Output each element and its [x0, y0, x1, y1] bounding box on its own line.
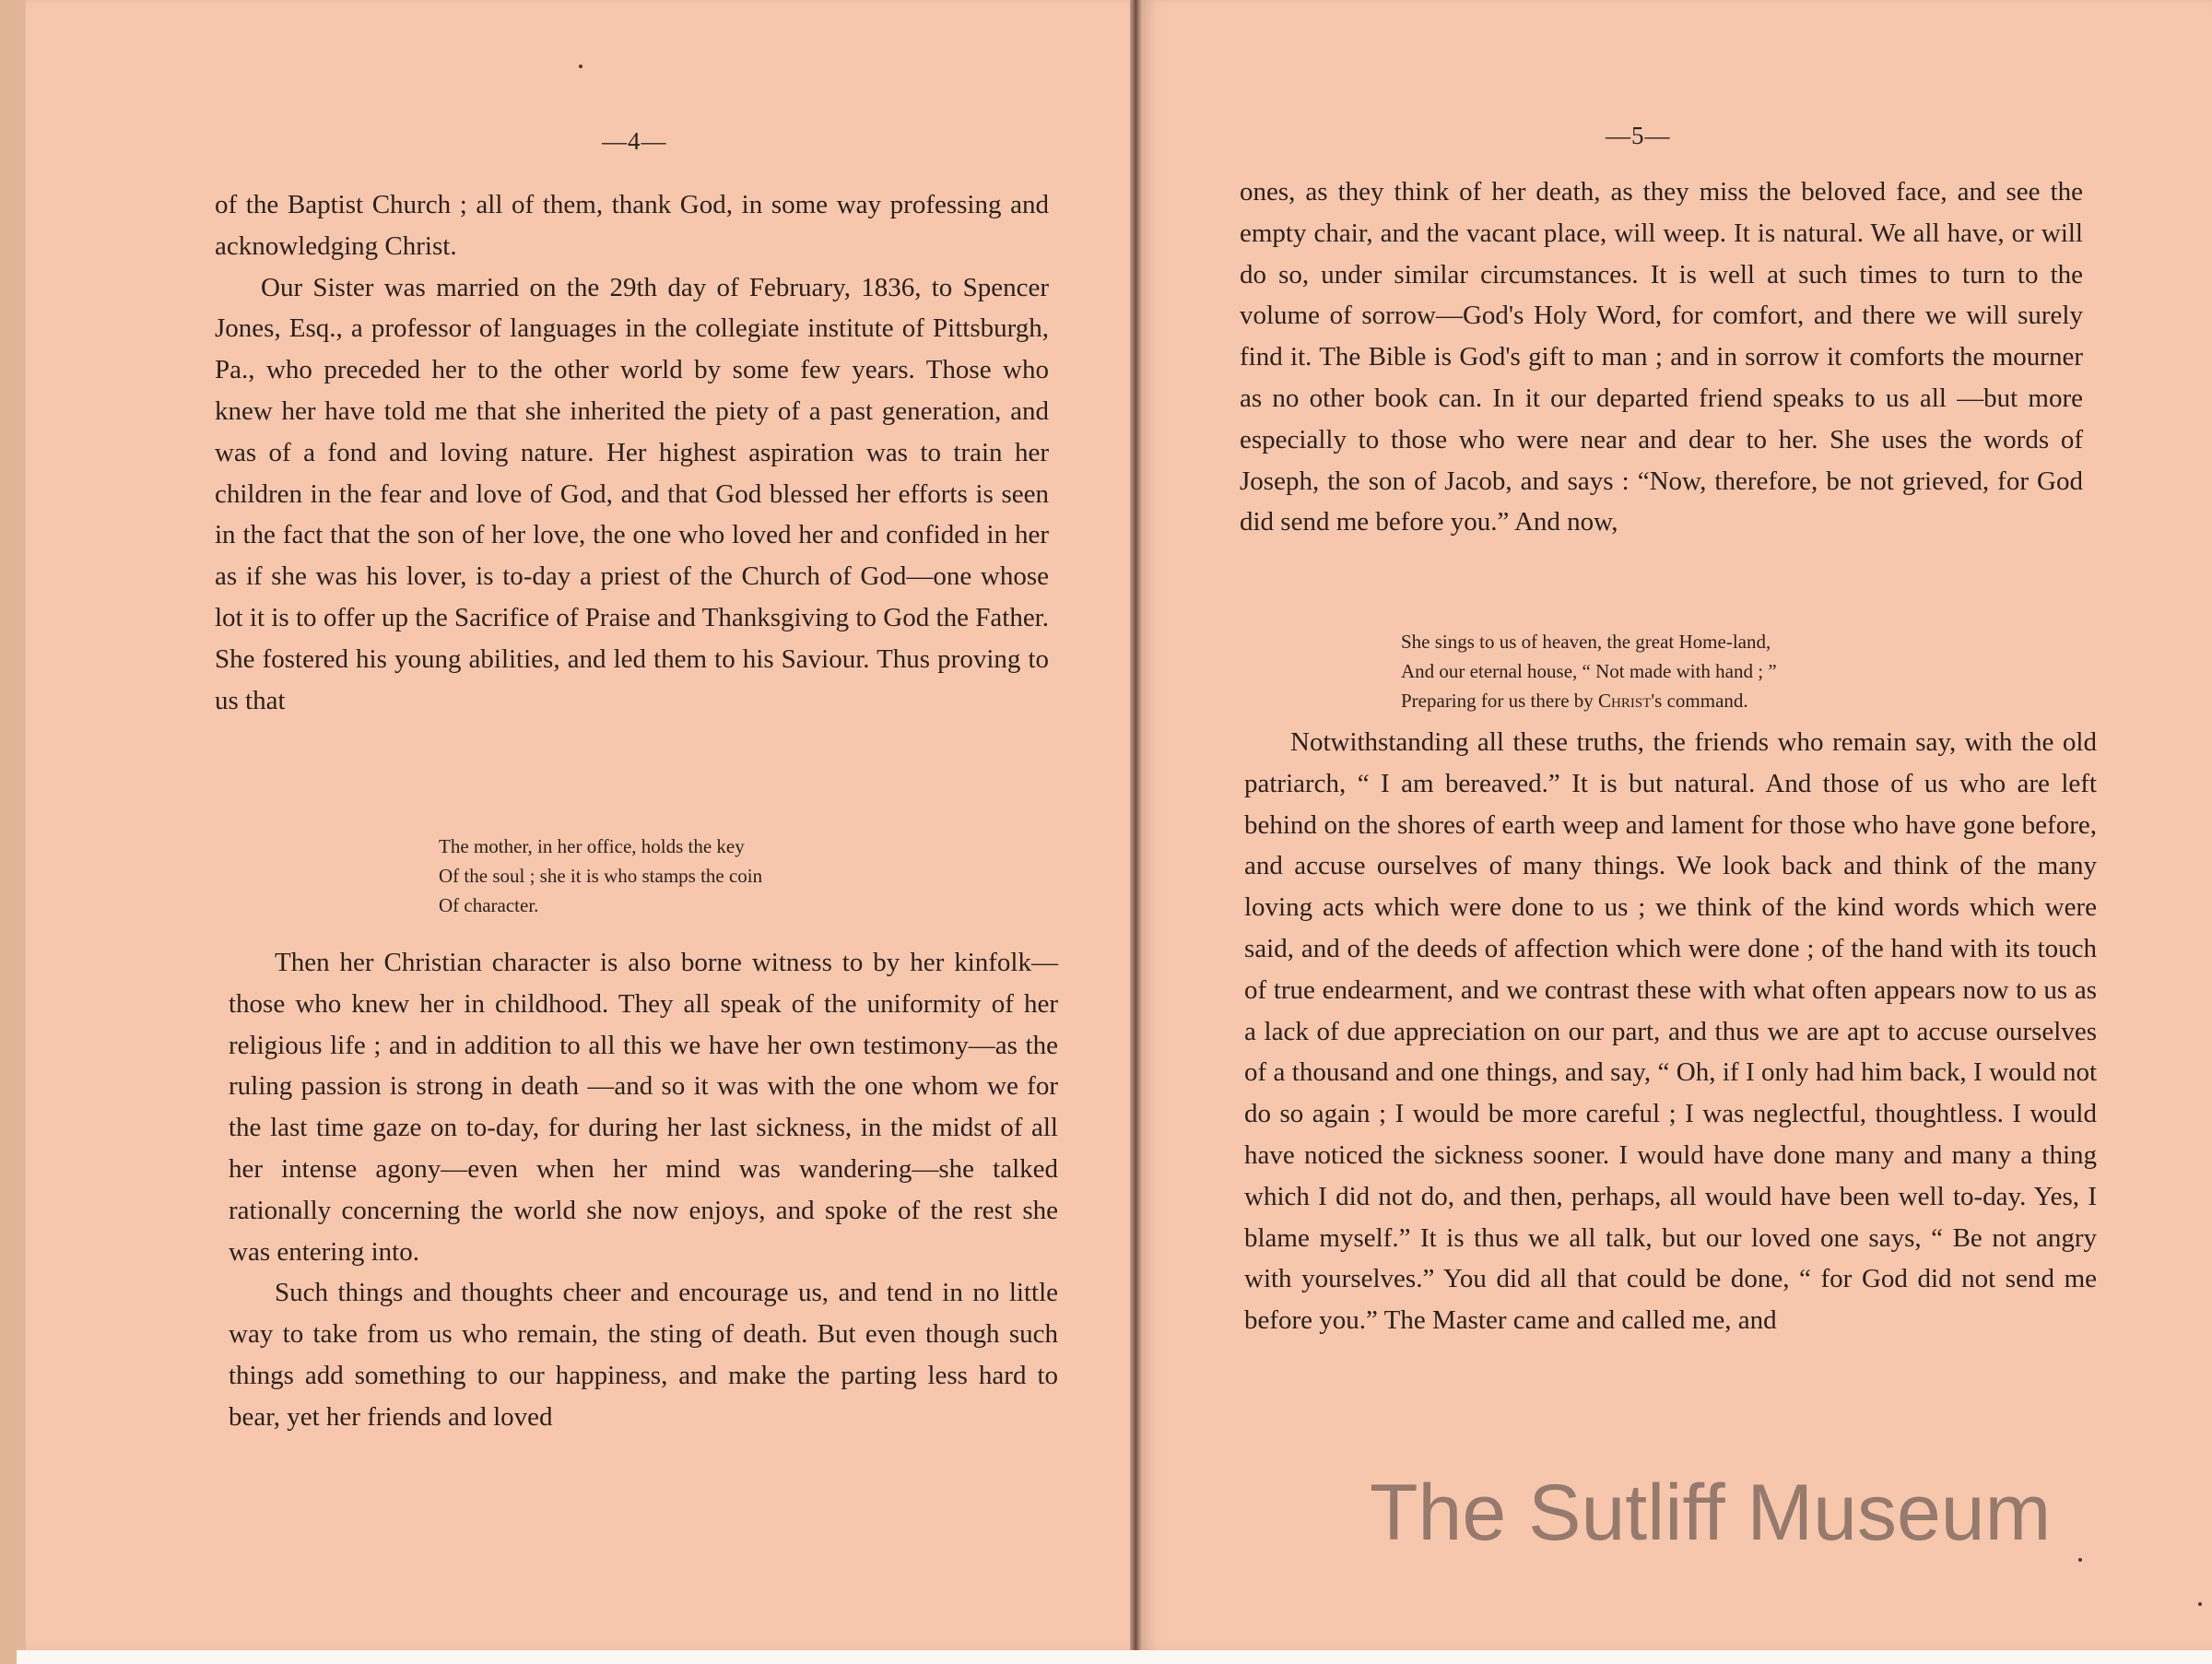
left-paragraph-2: Our Sister was married on the 29th day of February, 1836, to Spencer Jones, Esq., a professor of languages in the collegiate institute of Pittsburgh, Pa., who preceded her to the other world by some few years. Those who knew her have told me that she inherited the piety of a past generation, and was of a fond and loving nature. Her highest aspiration was to train her children in the fear and love of God, and that God blessed her efforts is seen in the fact that the son of her love, the one who loved her and confided in her as if she was his lover, is to-day a priest of the Church of God—one whose lot it is to offer up the Sacrifice of Praise and Thanksgiving to God the Father. She fostered his young abilities, and led them to his Saviour. Thus proving to us that: [215, 272, 1049, 715]
right-paragraph-1: ones, as they think of her death, as they miss the beloved face, and see the empty chair, and the vacant place, will weep. It is natural. We all have, or will do so, under similar circumstances. It is well at such times to turn to the volume of sorrow—God's Holy Word, for comfort, and there we will surely find it. The Bible is God's gift to man ; and in sorrow it comforts the mourner as no other book can. In it our departed friend speaks to us all —but more especially to those who were near and dear to her. She uses the words of Joseph, the son of Jacob, and says : “Now, therefore, be not grieved, for God did send me before you.” And now,: [1240, 177, 2083, 537]
right-body-top: [1240, 171, 2083, 543]
page-number-left: —4—: [602, 127, 667, 155]
paper-speck: [579, 65, 582, 68]
right-verse-line-1: She sings to us of heaven, the great Home-land,: [1401, 631, 1771, 653]
left-verse: [439, 832, 762, 920]
right-page: [1143, 0, 2212, 1650]
left-verse-line-2: Of the soul ; she it is who stamps the coin: [439, 865, 763, 887]
right-verse-line-3: Preparing for us there by Christ's command.: [1401, 690, 1748, 712]
left-page: [17, 0, 1148, 1650]
museum-watermark: The Sutliff Museum: [1370, 1469, 2052, 1557]
book-gutter: [1130, 0, 1143, 1650]
right-verse-line-2: And our eternal house, “ Not made with hand ; ”: [1401, 660, 1777, 682]
left-paragraph-1: of the Baptist Church ; all of them, thank God, in some way professing and acknowledging Christ.: [215, 190, 1049, 261]
left-paragraph-4: Such things and thoughts cheer and encourage us, and tend in no little way to take from us who remain, the sting of death. But even though such things add something to our happiness, and make the parting less hard to bear, yet her friends and loved: [229, 1278, 1058, 1432]
left-paragraph-3: Then her Christian character is also borne witness to by her kinfolk—those who knew her in childhood. They all speak of the uniformity of her religious life ; and in addition to all this we have her own testimony—as the ruling passion is strong in death —and so it was with the one whom we for the last time gaze on to-day, for during her last sickness, in the midst of all her intense agony—even when her mind was wandering—she talked rationally concerning the world she now enjoys, and spoke of the rest she was entering into.: [229, 948, 1058, 1267]
right-verse: [1401, 627, 1777, 715]
paper-speck: [2078, 1558, 2082, 1562]
right-body-bottom: [1244, 722, 2097, 1341]
page-edge-strip: [0, 0, 17, 1664]
left-body-bottom: [229, 942, 1058, 1438]
page-number-right: —5—: [1606, 122, 1671, 149]
left-body-top: [215, 184, 1049, 721]
paper-speck: [2198, 1602, 2202, 1606]
left-verse-line-3: Of character.: [439, 894, 539, 916]
right-paragraph-2: Notwithstanding all these truths, the friends who remain say, with the old patriarch, “ I am bereaved.” It is but natural. And those of us who are left behind on the shores of earth weep and lament for those who have gone before, and accuse ourselves of many things. We look back and think of the many loving acts which were done to us ; we think of the kind words which were said, and of the deeds of affection which were done ; of the hand with its touch of true endearment, and we contrast these with what often appears now to us as a lack of due appreciation on our part, and thus we are apt to accuse ourselves of a thousand and one things, and say, “ Oh, if I only had him back, I would not do so again ; I would be more careful ; I was neglectful, thoughtless. I would have noticed the sickness sooner. I would have done many and many a thing which I did not do, and then, perhaps, all would have been well to-day. Yes, I blame myself.” It is thus we all talk, but our loved one says, “ Be not angry with yourselves.” You did all that could be done, “ for God did not send me before you.” The Master came and called me, and: [1244, 727, 2097, 1336]
left-verse-line-1: The mother, in her office, holds the key: [439, 835, 745, 857]
